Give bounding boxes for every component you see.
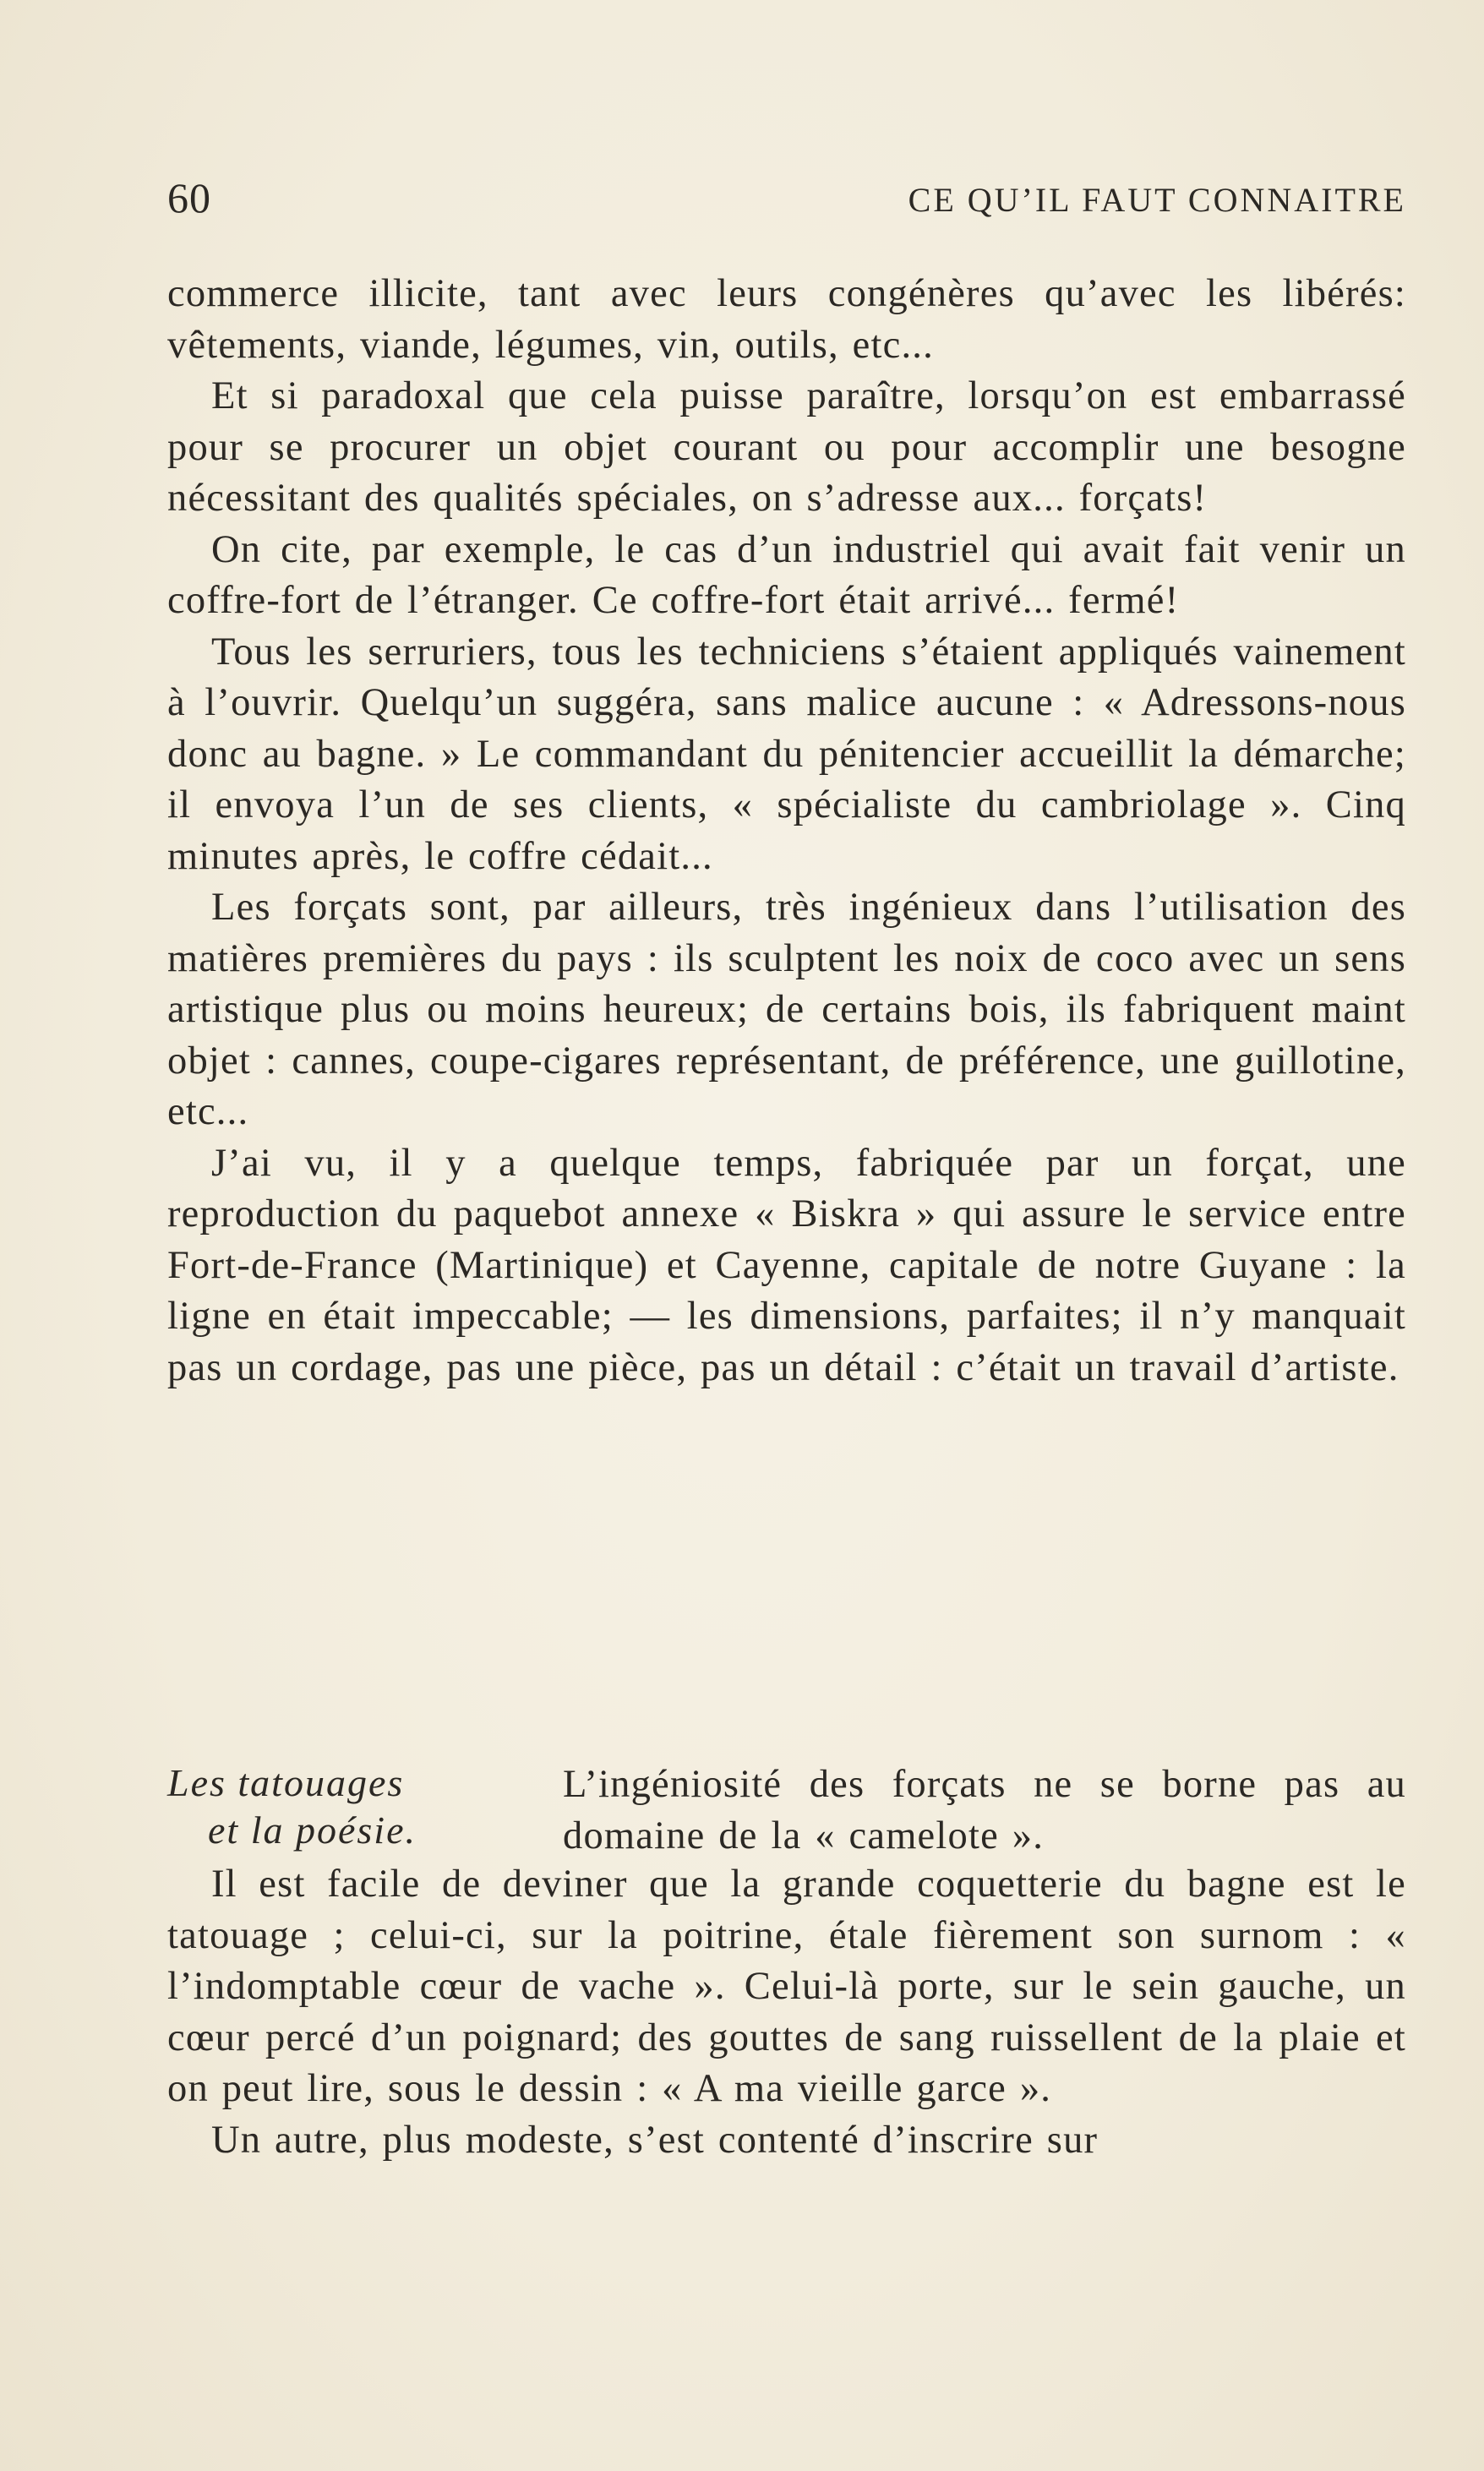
page-number: 60 — [167, 174, 211, 221]
side-heading — [167, 1759, 514, 1854]
paragraph: Il est facile de deviner que la grande coquetterie du bagne est le tatouage ; celui-ci, sur la poitrine, étale fièrement son surnom : « l’indomptable cœur de vache ». Celui-là porte, sur le sein gauche, un cœur percé d’un poignard; des gouttes de sang ruissellent de la plaie et on peut lire, sous le dessin : « A ma vieille garce ». — [167, 1863, 1406, 2110]
section-body — [167, 1859, 1406, 2166]
running-head — [167, 173, 1406, 224]
paragraph: Tous les serruriers, tous les techniciens s’étaient appliqués vainement à l’ouvrir. Quelqu’un suggéra, sans malice aucune : « Adressons-nous donc au bagne. » Le commandant du pénitencier accueillit la démarche; il envoya l’un de ses clients, « spécialiste du cambriolage ». Cinq minutes après, le coffre cédait... — [167, 630, 1406, 878]
paragraph: Les forçats sont, par ailleurs, très ingénieux dans l’utilisation des matières premières du pays : ils sculptent les noix de coco avec un sens artistique plus ou moins heureux; de certains bois, ils fabriquent maint objet : cannes, coupe-cigares représentant, de préférence, une guillotine, etc... — [167, 886, 1406, 1133]
section-lead-paragraph: L’ingéniosité des forçats ne se borne pas au domaine de la « camelote ». — [563, 1763, 1406, 1857]
body-text — [167, 269, 1406, 1394]
running-title: CE QU’IL FAUT CONNAITRE — [908, 181, 1406, 219]
paragraph: commerce illicite, tant avec leurs congénères qu’avec les libérés: vêtements, viande, légumes, vin, outils, etc... — [167, 272, 1406, 367]
side-heading-line: et la poésie. — [208, 1808, 417, 1852]
paragraph: On cite, par exemple, le cas d’un industriel qui avait fait venir un coffre-fort de l’étranger. Ce coffre-fort était arrivé... fermé! — [167, 527, 1406, 622]
side-heading-line: Les tatouages — [167, 1761, 405, 1804]
paragraph: Un autre, plus modeste, s’est contenté d’inscrire sur — [211, 2118, 1099, 2162]
paragraph: Et si paradoxal que cela puisse paraître, lorsqu’on est embarrassé pour se procurer un objet courant ou pour accomplir une besogne nécessitant des qualités spéciales, on s’adresse aux... forçats! — [167, 374, 1406, 520]
paragraph: J’ai vu, il y a quelque temps, fabriquée par un forçat, une reproduction du paquebot annexe « Biskra » qui assure le service entre Fort-de-France (Martinique) et Cayenne, capitale de notre Guyane : la ligne en était impeccable; — les dimensions, parfaites; il n’y manquait pas un cordage, pas une pièce, pas un détail : c’était un travail d’artiste. — [167, 1141, 1406, 1389]
